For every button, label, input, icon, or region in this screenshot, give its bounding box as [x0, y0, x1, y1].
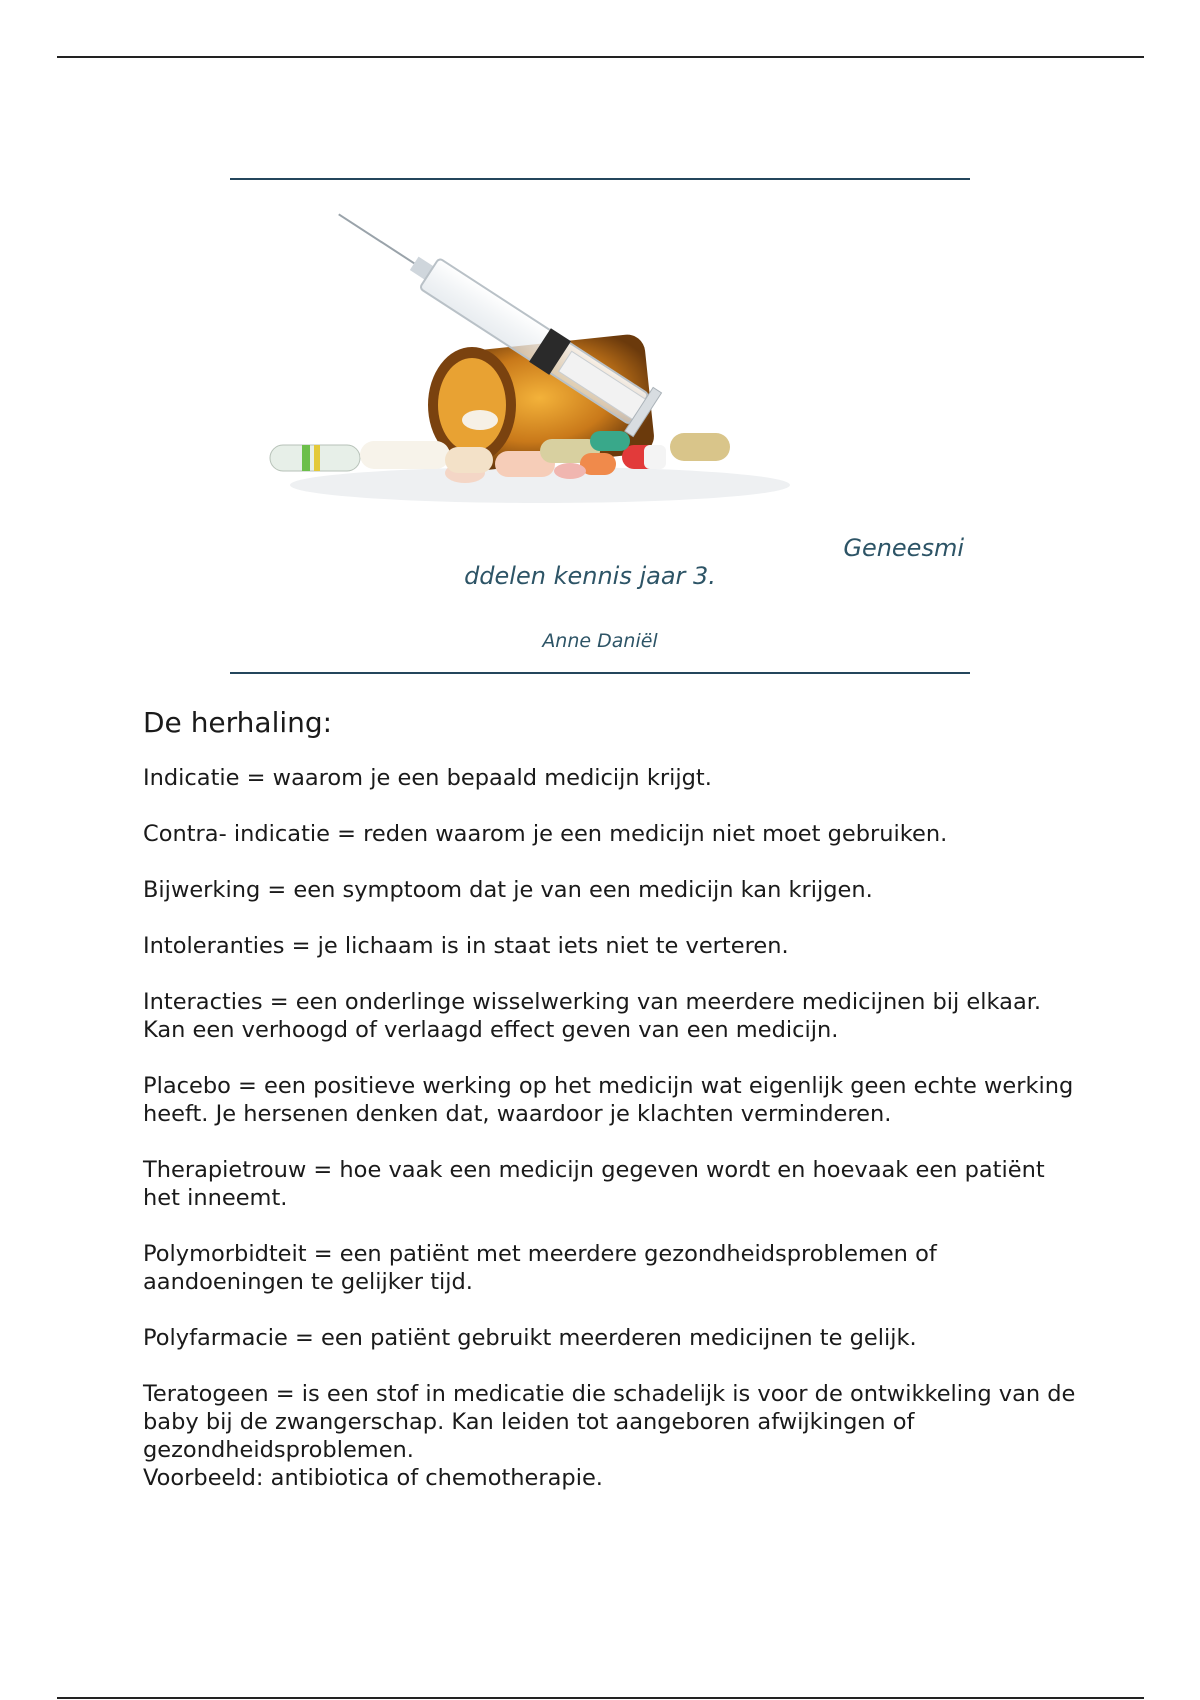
page-top-rule — [57, 56, 1144, 58]
cover-bottom-rule — [230, 672, 970, 674]
definition-teratogeen: Teratogeen = is een stof in medicatie die schadelijk is voor de ontwikkeling van de baby bij de zwangerschap. Kan leiden tot aangeboren afwijkingen of gezondheidsproblemen. — [143, 1381, 1076, 1463]
cover-title-part2: ddelen kennis jaar 3. — [464, 562, 716, 590]
definition-polymorbiditeit: Polymorbidteit = een patiënt met meerdere gezondheidsproblemen of aandoeningen te gelijker tijd. — [143, 1241, 937, 1295]
section-heading: De herhaling: — [143, 706, 333, 739]
cover-author: Anne Daniël — [542, 630, 658, 652]
definition-polyfarmacie: Polyfarmacie = een patiënt gebruikt meerderen medicijnen te gelijk. — [143, 1325, 917, 1351]
page-bottom-rule — [57, 1697, 1144, 1699]
definition-contra-indicatie: Contra- indicatie = reden waarom je een medicijn niet moet gebruiken. — [143, 821, 948, 847]
cover-title-part1: Geneesmi — [843, 534, 964, 562]
medicine-syringe-pills-icon — [240, 195, 860, 535]
definition-bijwerking: Bijwerking = een symptoom dat je van een medicijn kan krijgen. — [143, 877, 873, 903]
definition-indicatie: Indicatie = waarom je een bepaald medicijn krijgt. — [143, 765, 712, 791]
definition-placebo: Placebo = een positieve werking op het medicijn wat eigenlijk geen echte werking heeft. Je hersenen denken dat, waardoor je klachten verminderen. — [143, 1073, 1074, 1127]
definition-therapietrouw: Therapietrouw = hoe vaak een medicijn gegeven wordt en hoevaak een patiënt het inneemt. — [143, 1157, 1045, 1211]
cover-top-rule — [230, 178, 970, 180]
example-text: Voorbeeld: antibiotica of chemotherapie. — [143, 1465, 603, 1491]
definitions-section — [143, 706, 1083, 1520]
definition-intoleranties: Intoleranties = je lichaam is in staat iets niet te verteren. — [143, 933, 789, 959]
definition-interacties: Interacties = een onderlinge wisselwerking van meerdere medicijnen bij elkaar. Kan een verhoogd of verlaagd effect geven van een medicijn. — [143, 989, 1042, 1043]
